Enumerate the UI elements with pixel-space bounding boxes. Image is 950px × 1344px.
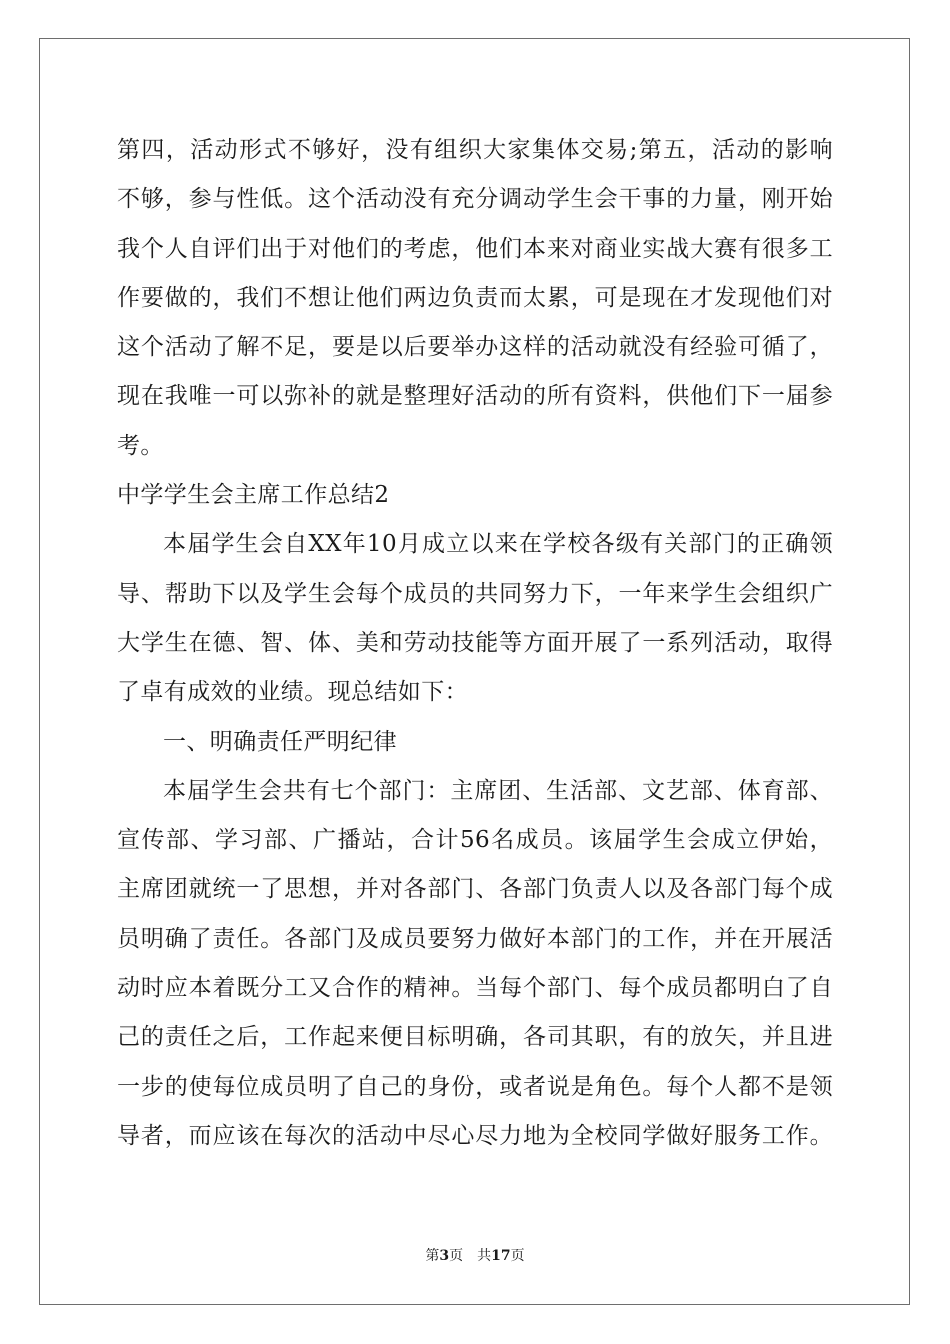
text-line: 本届学生会自XX年10月成立以来在学校各级有关部门的正确领 <box>163 531 833 558</box>
text-line: 这个活动了解不足，要是以后要举办这样的活动就没有经验可循了， <box>117 334 833 361</box>
page-current: 3 <box>439 1248 450 1264</box>
page-prefix: 第 <box>425 1248 440 1264</box>
text-line: 一步的使每位成员明了自己的身份，或者说是角色。每个人都不是领 <box>117 1073 833 1100</box>
text-line: 作要做的，我们不想让他们两边负责而太累，可是现在才发现他们对 <box>117 284 833 311</box>
text-line: 主席团就统一了思想，并对各部门、各部门负责人以及各部门每个成 <box>117 876 833 903</box>
text-line: 了卓有成效的业绩。现总结如下： <box>117 679 468 706</box>
text-line: 本届学生会共有七个部门：主席团、生活部、文艺部、体育部、 <box>163 777 833 804</box>
text-line: 员明确了责任。各部门及成员要努力做好本部门的工作，并在开展活 <box>117 925 833 952</box>
text-line: 考。 <box>117 432 164 459</box>
text-line: 我个人自评们出于对他们的考虑，他们本来对商业实战大赛有很多工 <box>117 235 833 262</box>
paragraph-2 <box>117 520 833 717</box>
text-line: 大学生在德、智、体、美和劳动技能等方面开展了一系列活动，取得 <box>117 629 833 656</box>
text-line: 宣传部、学习部、广播站，合计56名成员。该届学生会成立伊始， <box>117 827 833 854</box>
total-suffix: 页 <box>510 1248 525 1264</box>
document-body <box>117 126 833 1161</box>
text-line: 第四，活动形式不够好，没有组织大家集体交易;第五，活动的影响 <box>117 137 833 163</box>
text-line: 现在我唯一可以弥补的就是整理好活动的所有资料，供他们下一届参 <box>117 383 833 410</box>
paragraph-1 <box>117 126 833 471</box>
page-total: 17 <box>491 1248 511 1264</box>
text-line: 导者，而应该在每次的活动中尽心尽力地为全校同学做好服务工作。 <box>117 1122 833 1149</box>
text-line: 导、帮助下以及学生会每个成员的共同努力下，一年来学生会组织广 <box>117 580 833 607</box>
paragraph-3 <box>117 767 833 1161</box>
text-line: 动时应本着既分工又合作的精神。当每个部门、每个成员都明白了自 <box>117 975 833 1002</box>
page-footer <box>0 1246 950 1266</box>
text-line: 不够，参与性低。这个活动没有充分调动学生会干事的力量，刚开始 <box>117 186 833 213</box>
page-suffix: 页 <box>449 1248 464 1264</box>
text-line: 己的责任之后，工作起来便目标明确，各司其职，有的放矢，并且进 <box>117 1024 833 1051</box>
total-prefix: 共 <box>477 1248 492 1264</box>
section-heading: 中学学生会主席工作总结2 <box>117 482 390 509</box>
subsection-title: 一、明确责任严明纪律 <box>163 728 397 755</box>
